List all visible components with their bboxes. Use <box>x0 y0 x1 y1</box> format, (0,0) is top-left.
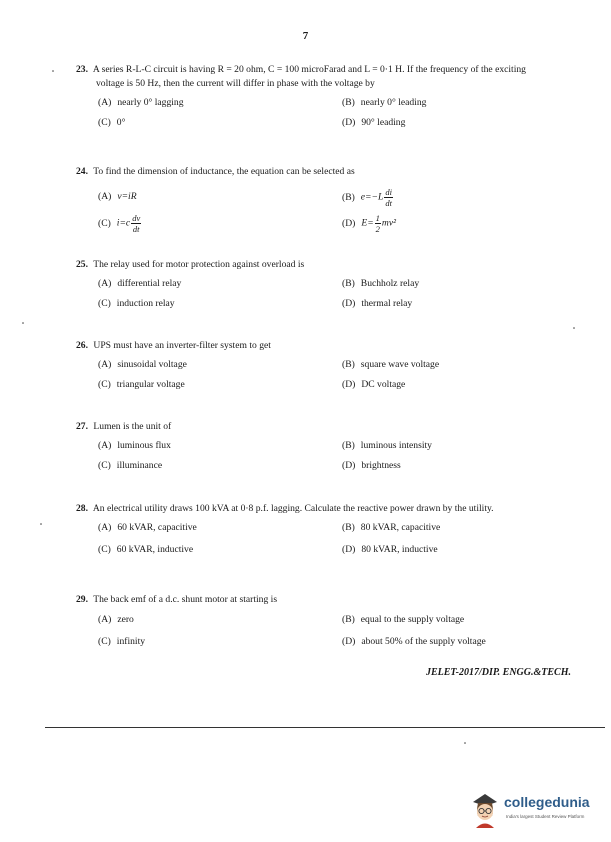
fraction: $\frac{dv}{dt}$ <box>132 213 141 234</box>
fraction: $\frac{1}{2}$ <box>375 213 380 234</box>
exam-code-footer: JELET-2017/DIP. ENGG.&TECH. <box>425 667 571 678</box>
question-text: The relay used for motor protection against overload is <box>93 259 305 270</box>
question-number: 29. <box>76 594 88 605</box>
equation-lhs: e=−L <box>360 191 384 203</box>
options <box>76 278 576 318</box>
option-a: (A) luminous flux <box>98 440 171 451</box>
brand-name: collegedunia <box>504 794 590 810</box>
option-d: (D) DC voltage <box>342 379 406 390</box>
mascot-icon <box>468 788 502 830</box>
option-c: (C) i=c $\frac{dv}{dt}$ <box>98 213 141 234</box>
question-27 <box>76 420 576 480</box>
options <box>76 187 576 239</box>
option-d: (D) 80 kVAR, inductive <box>342 544 438 555</box>
question-number: 25. <box>76 259 88 270</box>
question-number: 24. <box>76 166 88 177</box>
scan-speck <box>40 523 42 525</box>
option-b: (B) Buchholz relay <box>342 278 420 289</box>
option-d: (D) thermal relay <box>342 298 413 309</box>
scan-speck <box>52 70 54 72</box>
question-text: A series R-L-C circuit is having R = 20 ohm, C = 100 microFarad and L = 0·1 H. If the frequency of the exciting <box>92 64 526 75</box>
scan-speck <box>573 327 575 329</box>
option-a: (A) v=iR <box>98 191 137 202</box>
option-d: (D) 90° leading <box>342 117 406 128</box>
options <box>76 522 576 564</box>
question-number: 28. <box>76 503 88 514</box>
option-b: (B) e=−L $\frac{di}{dt}$ <box>342 187 392 208</box>
option-c: (C) triangular voltage <box>98 379 185 390</box>
option-c: (C) induction relay <box>98 298 175 309</box>
fraction: $\frac{di}{dt}$ <box>385 187 392 208</box>
option-c: (C) illuminance <box>98 460 163 471</box>
question-text: To find the dimension of inductance, the equation can be selected as <box>93 166 355 177</box>
option-b: (B) equal to the supply voltage <box>342 614 465 625</box>
question-26 <box>76 339 576 399</box>
option-b: (B) luminous intensity <box>342 440 432 451</box>
question-number: 26. <box>76 340 88 351</box>
question-text-continued: voltage is 50 Hz, then the current will differ in phase with the voltage by <box>96 78 375 89</box>
option-a: (A) zero <box>98 614 134 625</box>
collegedunia-logo <box>468 788 608 834</box>
option-a: (A) nearly 0° lagging <box>98 97 184 108</box>
option-b: (B) nearly 0° leading <box>342 97 427 108</box>
question-text: The back emf of a d.c. shunt motor at starting is <box>93 594 278 605</box>
question-25 <box>76 258 576 318</box>
option-d: (D) brightness <box>342 460 401 471</box>
question-29 <box>76 593 576 656</box>
question-23 <box>76 63 576 137</box>
option-a: (A) differential relay <box>98 278 182 289</box>
option-c: (C) infinity <box>98 636 146 647</box>
page-divider <box>45 727 605 728</box>
brand-tagline: India's largest Student Review Platform <box>506 814 585 819</box>
options <box>76 359 576 399</box>
equation-lhs: E= <box>361 217 374 229</box>
question-text: UPS must have an inverter-filter system to get <box>93 340 271 351</box>
page-number: 7 <box>302 30 309 42</box>
option-b: (B) 80 kVAR, capacitive <box>342 522 441 533</box>
option-c: (C) 0° <box>98 117 126 128</box>
option-c: (C) 60 kVAR, inductive <box>98 544 194 555</box>
question-24 <box>76 165 576 239</box>
option-a: (A) 60 kVAR, capacitive <box>98 522 197 533</box>
option-d: (D) about 50% of the supply voltage <box>342 636 486 647</box>
question-text: Lumen is the unit of <box>93 421 172 432</box>
options <box>76 97 576 137</box>
question-number: 27. <box>76 421 88 432</box>
option-a: (A) sinusoidal voltage <box>98 359 187 370</box>
scan-speck <box>464 742 466 744</box>
question-28 <box>76 502 576 564</box>
scan-speck <box>22 322 24 324</box>
equation-rhs: mv² <box>381 217 396 229</box>
option-d: (D) E= $\frac{1}{2}$ mv² <box>342 213 396 234</box>
equation: v=iR <box>117 191 137 202</box>
options <box>76 440 576 480</box>
options <box>76 614 576 656</box>
equation-lhs: i=c <box>116 217 131 229</box>
option-b: (B) square wave voltage <box>342 359 440 370</box>
question-text: An electrical utility draws 100 kVA at 0·8 p.f. lagging. Calculate the reactive power drawn by the utility. <box>92 503 494 514</box>
question-number: 23. <box>76 64 88 75</box>
